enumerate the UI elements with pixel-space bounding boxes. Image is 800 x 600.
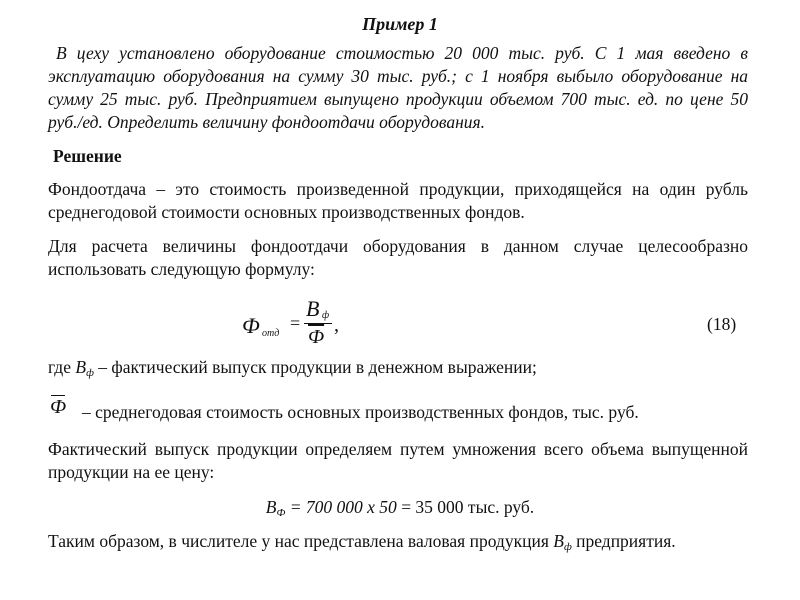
where-symbol-subscript: ф: [86, 367, 94, 379]
formula-intro-paragraph: Для расчета величины фондоотдачи оборудования в данном случае целесообразно использовать следующую формулу:: [48, 236, 748, 279]
problem-statement: В цеху установлено оборудование стоимостью 20 000 тыс. руб. С 1 мая введено в эксплуатацию оборудования на сумму 30 тыс. руб.; с 1 ноября выбыло оборудование на сумму 25 тыс. руб. Предприятием выпущено продукции объемом 700 тыс. ед. по цене 50 руб./ед. Определить величину фондоотдачи оборудования.: [48, 43, 748, 132]
conclusion-symbol: В: [553, 531, 564, 551]
where-paragraph: [48, 356, 748, 385]
formula-lhs-subscript: отд: [262, 328, 280, 339]
fraction-line: [304, 323, 332, 324]
where-text: – фактический выпуск продукции в денежном выражении;: [93, 357, 537, 377]
formula-comma: ,: [334, 314, 339, 336]
where-prefix: где: [48, 357, 76, 377]
phi-bar-symbol: [50, 392, 70, 420]
calc-result: = 35 000 тыс. руб.: [396, 497, 535, 517]
definition-paragraph: Фондоотдача – это стоимость произведенной продукции, приходящейся на один рубль среднегодовой стоимости основных производственных фондов.: [48, 179, 748, 222]
where-symbol: В: [75, 357, 87, 377]
equation-number: (18): [707, 314, 737, 334]
formula-numerator: В: [306, 296, 320, 321]
formula-denominator: Ф: [308, 326, 325, 348]
calculation-line: [0, 496, 800, 524]
calc-symbol-subscript: Ф: [276, 507, 286, 519]
solution-heading: Решение: [53, 146, 122, 166]
formula-numerator-subscript: ф: [322, 310, 330, 321]
formula-equals: =: [290, 313, 301, 333]
example-title: Пример 1: [362, 14, 438, 34]
calc-expression: = 700 000 x 50: [285, 497, 397, 517]
conclusion-before: Таким образом, в числителе у нас представлена валовая продукция: [48, 531, 554, 551]
formula-18: [240, 296, 350, 350]
conclusion-paragraph: [48, 530, 748, 559]
calc-symbol: В: [265, 497, 277, 517]
phi-symbol: Ф: [50, 396, 67, 418]
conclusion-symbol-subscript: ф: [563, 541, 572, 553]
formula-lhs: Ф: [242, 313, 260, 338]
output-intro-paragraph: Фактический выпуск продукции определяем путем умножения всего объема выпущенной продукции на ее цену:: [48, 439, 748, 482]
phi-bar-paragraph: – среднегодовая стоимость основных производственных фондов, тыс. руб.: [82, 402, 639, 422]
conclusion-after: предприятия.: [571, 531, 676, 551]
